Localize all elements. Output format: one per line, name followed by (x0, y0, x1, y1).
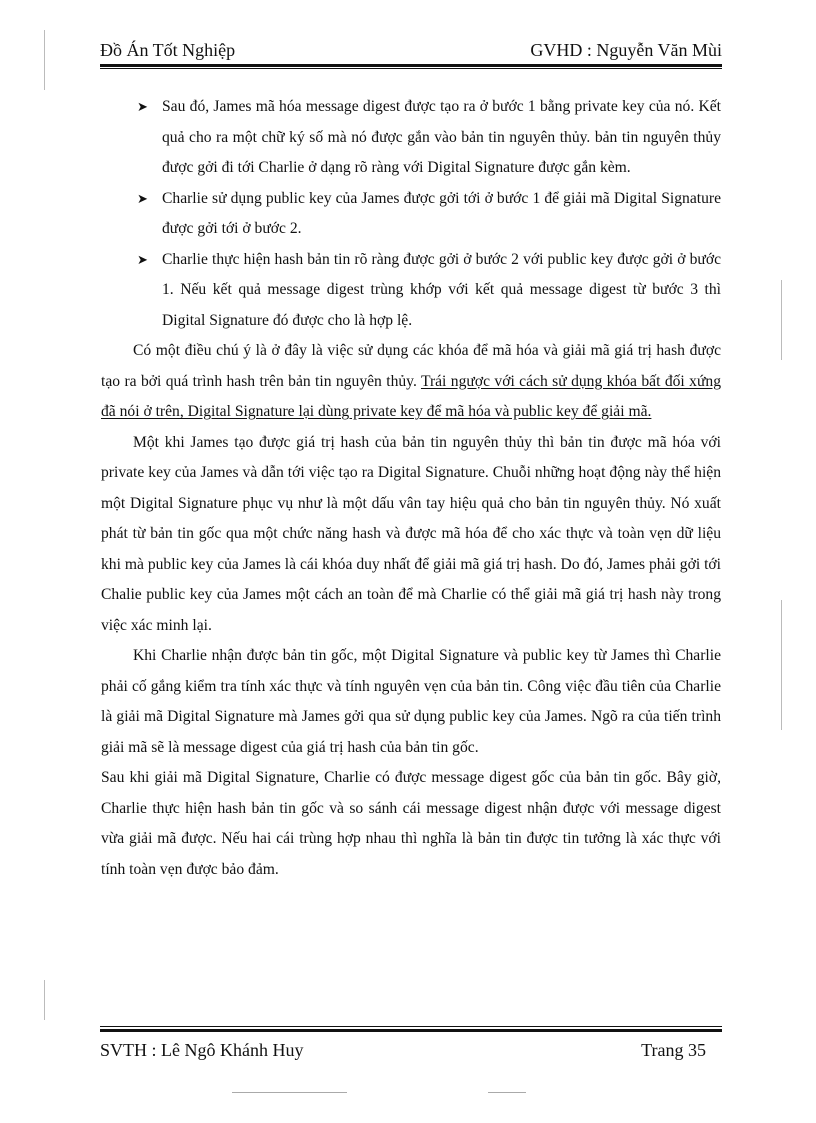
bullet-text: Charlie sử dụng public key của James được gởi tới ở bước 1 để giải mã Digital Signature được gởi tới ở bước 2. (162, 189, 721, 237)
scan-margin-mark (781, 600, 782, 730)
underlined-sentence: Trái ngược với cách sử dụng khóa bất đối xứng đã nói ở trên, Digital Signature lại dùng private key để mã hóa và public key để giải mã. (101, 372, 721, 420)
paragraph-signature-creation: Một khi James tạo được giá trị hash của bản tin nguyên thủy thì bản tin được mã hóa với private key của James và dẫn tới việc tạo ra Digital Signature. Chuỗi những hoạt động này thể hiện một Digital Signature phục vụ như là một dấu vân tay hiệu quả cho bản tin nguyên thủy. Nó xuất phát từ bản tin gốc qua một chức năng hash và được mã hóa để cho xác thực và toàn vẹn dữ liệu khi mà public key của James là cái khóa duy nhất để giải mã giá trị hash. Do đó, James phải gởi tới Chalie public key của James một cách an toàn để mà Charlie có thể giải mã giá trị hash này trong việc xác minh lại. (101, 433, 721, 634)
header-rule-thick (100, 64, 722, 67)
scan-margin-mark (44, 980, 45, 1020)
page-header (100, 38, 722, 62)
body-content (101, 92, 721, 885)
bullet-item (101, 92, 721, 184)
arrow-bullet-icon: ➤ (137, 251, 148, 267)
scan-dash-mark (488, 1092, 526, 1093)
paragraph-text: Có một điều chú ý là ở đây là việc sử dụng các khóa để mã hóa và giải mã giá trị hash được tạo ra bởi quá trình hash trên bản tin nguyên thủy. (101, 342, 721, 390)
footer-rule-thick (100, 1029, 722, 1032)
paragraph-verification: Khi Charlie nhận được bản tin gốc, một Digital Signature và public key từ James thì Charlie phải cố gắng kiểm tra tính xác thực và tính nguyên vẹn của bản tin. Công việc đầu tiên của Charlie là giải mã Digital Signature mà James gởi qua sử dụng public key của James. Ngõ ra của tiến trình giải mã sẽ là message digest của giá trị hash của bản tin gốc. (101, 647, 721, 756)
arrow-bullet-icon: ➤ (137, 99, 148, 114)
header-supervisor: GVHD : Nguyễn Văn Mùi (530, 40, 722, 60)
bullet-text: Sau đó, James mã hóa message digest được tạo ra ở bước 1 bằng private key của nó. Kết quả cho ra một chữ ký số mà nó được gắn vào bản tin nguyên thủy. bản tin nguyên thủy được gởi đi tới Charlie ở dạng rõ ràng với Digital Signature được gắn kèm. (162, 98, 721, 176)
header-title: Đồ Án Tốt Nghiệp (100, 40, 236, 60)
scan-dash-mark (232, 1092, 347, 1093)
scan-margin-mark (44, 30, 45, 90)
bullet-item (101, 245, 721, 337)
header-rule-thin (100, 68, 722, 69)
bullet-item (101, 184, 721, 245)
footer-student: SVTH : Lê Ngô Khánh Huy (100, 1040, 304, 1060)
bullet-text: Charlie thực hiện hash bản tin rõ ràng được gởi ở bước 2 với public key được gởi ở bước 1. Nếu kết quả message digest trùng khớp với kết quả message digest từ bước 3 thì Digital Signature đó được cho là hợp lệ. (162, 250, 721, 329)
paragraph-comparison: Sau khi giải mã Digital Signature, Charlie có được message digest gốc của bản tin gốc. Bây giờ, Charlie thực hiện hash bản tin gốc và so sánh cái message digest nhận được với message digest vừa giải mã được. Nếu hai cái trùng hợp nhau thì nghĩa là bản tin được tin tưởng là xác thực với tính toàn vẹn được bảo đảm. (101, 769, 721, 878)
page-footer (100, 1038, 722, 1062)
arrow-bullet-icon: ➤ (137, 190, 148, 206)
page-number: Trang 35 (641, 1040, 706, 1060)
scan-margin-mark (781, 280, 782, 360)
footer-rule-thin (100, 1026, 722, 1027)
paragraph-key-usage (101, 336, 721, 428)
